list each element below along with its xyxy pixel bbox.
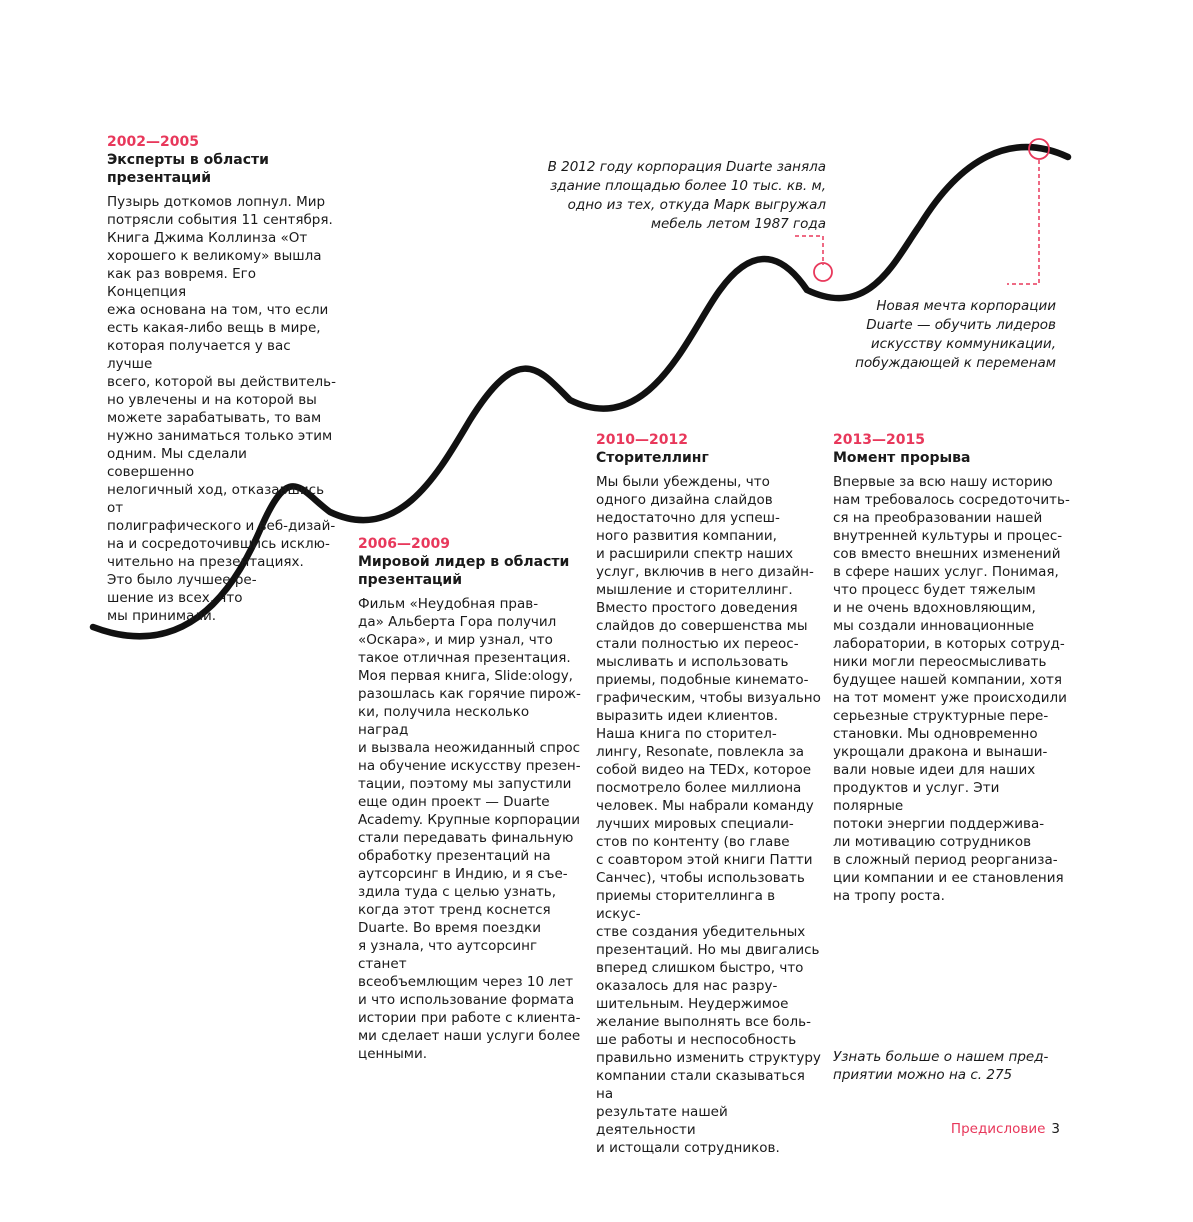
- body-line: на и сосредоточившись исклю-: [107, 536, 330, 552]
- body-line: мы принимали.: [107, 608, 217, 624]
- section-years: 2006—2009: [358, 536, 450, 552]
- body-line: ки, получила несколько наград: [358, 704, 530, 738]
- note-line: искусству коммуникации,: [870, 336, 1056, 352]
- body-line: еще один проект — Duarte: [358, 794, 550, 810]
- section-title: Мировой лидер в области презентаций: [358, 554, 570, 588]
- section-years: 2013—2015: [833, 432, 925, 448]
- section-2010-2012: [596, 431, 821, 1157]
- body-line: компании стали сказываться на: [596, 1068, 805, 1102]
- body-line: внутренней культуры и процес-: [833, 528, 1063, 544]
- body-line: Санчес), чтобы использовать: [596, 870, 805, 886]
- body-line: Наша книга по сторител-: [596, 726, 777, 742]
- body-line: мышление и сторителлинг.: [596, 582, 793, 598]
- body-line: ли мотивацию сотрудников: [833, 834, 1032, 850]
- body-line: но увлечены и на которой вы: [107, 392, 317, 408]
- note-line: приятии можно на с. 275: [833, 1067, 1013, 1083]
- marker-2012-circle: [814, 263, 832, 281]
- note-line: Узнать больше о нашем пред-: [833, 1049, 1049, 1065]
- body-line: Мы были убеждены, что: [596, 474, 770, 490]
- body-line: ми сделает наши услуги более: [358, 1028, 581, 1044]
- body-line: всего, которой вы действитель-: [107, 374, 337, 390]
- body-line: графическим, чтобы визуально: [596, 690, 821, 706]
- body-line: сов вместо внешних изменений: [833, 546, 1061, 562]
- body-line: человек. Мы набрали команду: [596, 798, 814, 814]
- note-line: побуждающей к переменам: [855, 355, 1056, 371]
- body-line: обработку презентаций на: [358, 848, 551, 864]
- body-line: такое отличная презентация.: [358, 650, 571, 666]
- body-line: Вместо простого доведения: [596, 600, 798, 616]
- body-line: ежа основана на том, что если: [107, 302, 329, 318]
- body-line: Пузырь доткомов лопнул. Мир: [107, 194, 326, 210]
- body-line: ше работы и неспособность: [596, 1032, 797, 1048]
- body-line: стали передавать финальную: [358, 830, 574, 846]
- section-2006-2009: [358, 535, 583, 1063]
- body-line: желание выполнять все боль-: [596, 1014, 811, 1030]
- body-line: чительно на презентациях.: [107, 554, 304, 570]
- body-line: которая получается у вас лучше: [107, 338, 291, 372]
- body-line: «Оскара», и мир узнал, что: [358, 632, 553, 648]
- body-line: услуг, включив в него дизайн-: [596, 564, 814, 580]
- body-line: серьезные структурные пере-: [833, 708, 1049, 724]
- body-line: ники могли переосмысливать: [833, 654, 1047, 670]
- body-line: оказалось для нас разру-: [596, 978, 778, 994]
- body-line: разошлась как горячие пирож-: [358, 686, 581, 702]
- body-line: правильно изменить структуру: [596, 1050, 821, 1066]
- note-dream-leader: [1007, 160, 1039, 284]
- body-line: на обучение искусству презен-: [358, 758, 581, 774]
- body-line: Academy. Крупные корпорации: [358, 812, 581, 828]
- body-line: как раз вовремя. Его Концепция: [107, 266, 257, 300]
- note-2012-building: [520, 158, 826, 234]
- body-line: да» Альберта Гора получил: [358, 614, 557, 630]
- body-line: нам требовалось сосредоточить-: [833, 492, 1070, 508]
- body-line: всеобъемлющим через 10 лет: [358, 974, 574, 990]
- body-line: собой видео на TEDx, которое: [596, 762, 812, 778]
- body-line: продуктов и услуг. Эти полярные: [833, 780, 1000, 814]
- note-new-dream: [830, 297, 1056, 373]
- body-line: укрощали дракона и вынаши-: [833, 744, 1048, 760]
- body-line: в сложный период реорганиза-: [833, 852, 1058, 868]
- section-body: [107, 193, 337, 625]
- more-info-note: [833, 1048, 1073, 1084]
- body-line: ции компании и ее становления: [833, 870, 1064, 886]
- body-line: приемы сторителлинга в искус-: [596, 888, 776, 922]
- body-line: шение из всех, что: [107, 590, 243, 606]
- body-line: и что использование формата: [358, 992, 575, 1008]
- body-line: лучших мировых специали-: [596, 816, 794, 832]
- body-line: Впервые за всю нашу историю: [833, 474, 1053, 490]
- body-line: становки. Мы одновременно: [833, 726, 1038, 742]
- section-body: [596, 473, 821, 1157]
- body-line: Это было лучшее ре-: [107, 572, 257, 588]
- body-line: стали полностью их переос-: [596, 636, 799, 652]
- body-line: стве создания убедительных: [596, 924, 806, 940]
- body-line: хорошего к великому» вышла: [107, 248, 322, 264]
- body-line: Duarte. Во время поездки: [358, 920, 542, 936]
- body-line: шительным. Неудержимое: [596, 996, 789, 1012]
- body-line: и истощали сотрудников.: [596, 1140, 780, 1156]
- body-line: и расширили спектр наших: [596, 546, 794, 562]
- body-line: истории при работе с клиента-: [358, 1010, 581, 1026]
- body-line: в сфере наших услуг. Понимая,: [833, 564, 1059, 580]
- note-line: Новая мечта корпорации: [876, 298, 1056, 314]
- section-title: Момент прорыва: [833, 450, 971, 466]
- section-body: [833, 473, 1073, 905]
- body-line: одним. Мы сделали совершенно: [107, 446, 247, 480]
- body-line: нужно заниматься только этим: [107, 428, 333, 444]
- section-2002-2005: [107, 133, 337, 625]
- body-line: мысливать и использовать: [596, 654, 789, 670]
- body-line: ся на преобразовании нашей: [833, 510, 1043, 526]
- body-line: мы создали инновационные: [833, 618, 1035, 634]
- section-body: [358, 595, 583, 1063]
- body-line: на тот момент уже происходили: [833, 690, 1067, 706]
- body-line: аутсорсинг в Индию, и я съе-: [358, 866, 568, 882]
- body-line: есть какая-либо вещь в мире,: [107, 320, 321, 336]
- body-line: презентаций. Но мы двигались: [596, 942, 820, 958]
- section-years: 2002—2005: [107, 134, 199, 150]
- body-line: выразить идеи клиентов.: [596, 708, 779, 724]
- body-line: Фильм «Неудобная прав-: [358, 596, 539, 612]
- body-line: можете зарабатывать, то вам: [107, 410, 322, 426]
- note-line: мебель летом 1987 года: [650, 216, 826, 232]
- body-line: нелогичный ход, отказавшись от: [107, 482, 325, 516]
- body-line: когда этот тренд коснется: [358, 902, 551, 918]
- body-line: будущее нашей компании, хотя: [833, 672, 1062, 688]
- body-line: результате нашей деятельности: [596, 1104, 728, 1138]
- section-years: 2010—2012: [596, 432, 688, 448]
- body-line: слайдов до совершенства мы: [596, 618, 808, 634]
- body-line: полиграфического и веб-дизай-: [107, 518, 336, 534]
- page-footer: [920, 1120, 1060, 1138]
- body-line: вперед слишком быстро, что: [596, 960, 804, 976]
- section-title: Эксперты в области презентаций: [107, 152, 269, 186]
- section-2013-2015: [833, 431, 1073, 905]
- body-line: я узнала, что аутсорсинг станет: [358, 938, 538, 972]
- body-line: и не очень вдохновляющим,: [833, 600, 1036, 616]
- footer-section-name: Предисловие: [950, 1121, 1046, 1137]
- body-line: ценными.: [358, 1046, 428, 1062]
- body-line: с соавтором этой книги Патти: [596, 852, 813, 868]
- section-title: Сторителлинг: [596, 450, 709, 466]
- body-line: Моя первая книга, Slide:ology,: [358, 668, 573, 684]
- body-line: лингу, Resonate, повлекла за: [596, 744, 805, 760]
- body-line: и вызвала неожиданный спрос: [358, 740, 581, 756]
- body-line: тации, поэтому мы запустили: [358, 776, 572, 792]
- note-line: одно из тех, откуда Марк выгружал: [567, 197, 826, 213]
- body-line: стов по контенту (во главе: [596, 834, 790, 850]
- note-line: Duarte — обучить лидеров: [866, 317, 1056, 333]
- body-line: потрясли события 11 сентября.: [107, 212, 333, 228]
- body-line: потоки энергии поддержива-: [833, 816, 1045, 832]
- body-line: что процесс будет тяжелым: [833, 582, 1036, 598]
- body-line: здила туда с целью узнать,: [358, 884, 557, 900]
- body-line: приемы, подобные кинемато-: [596, 672, 809, 688]
- body-line: одного дизайна слайдов: [596, 492, 773, 508]
- note-2012-leader: [795, 236, 823, 265]
- note-line: В 2012 году корпорация Duarte заняла: [547, 159, 826, 175]
- body-line: вали новые идеи для наших: [833, 762, 1036, 778]
- page-number: 3: [1051, 1121, 1060, 1137]
- body-line: на тропу роста.: [833, 888, 945, 904]
- body-line: недостаточно для успеш-: [596, 510, 780, 526]
- body-line: посмотрело более миллиона: [596, 780, 802, 796]
- body-line: Книга Джима Коллинза «От: [107, 230, 308, 246]
- body-line: лаборатории, в которых сотруд-: [833, 636, 1065, 652]
- note-line: здание площадью более 10 тыс. кв. м,: [550, 178, 826, 194]
- body-line: ного развития компании,: [596, 528, 777, 544]
